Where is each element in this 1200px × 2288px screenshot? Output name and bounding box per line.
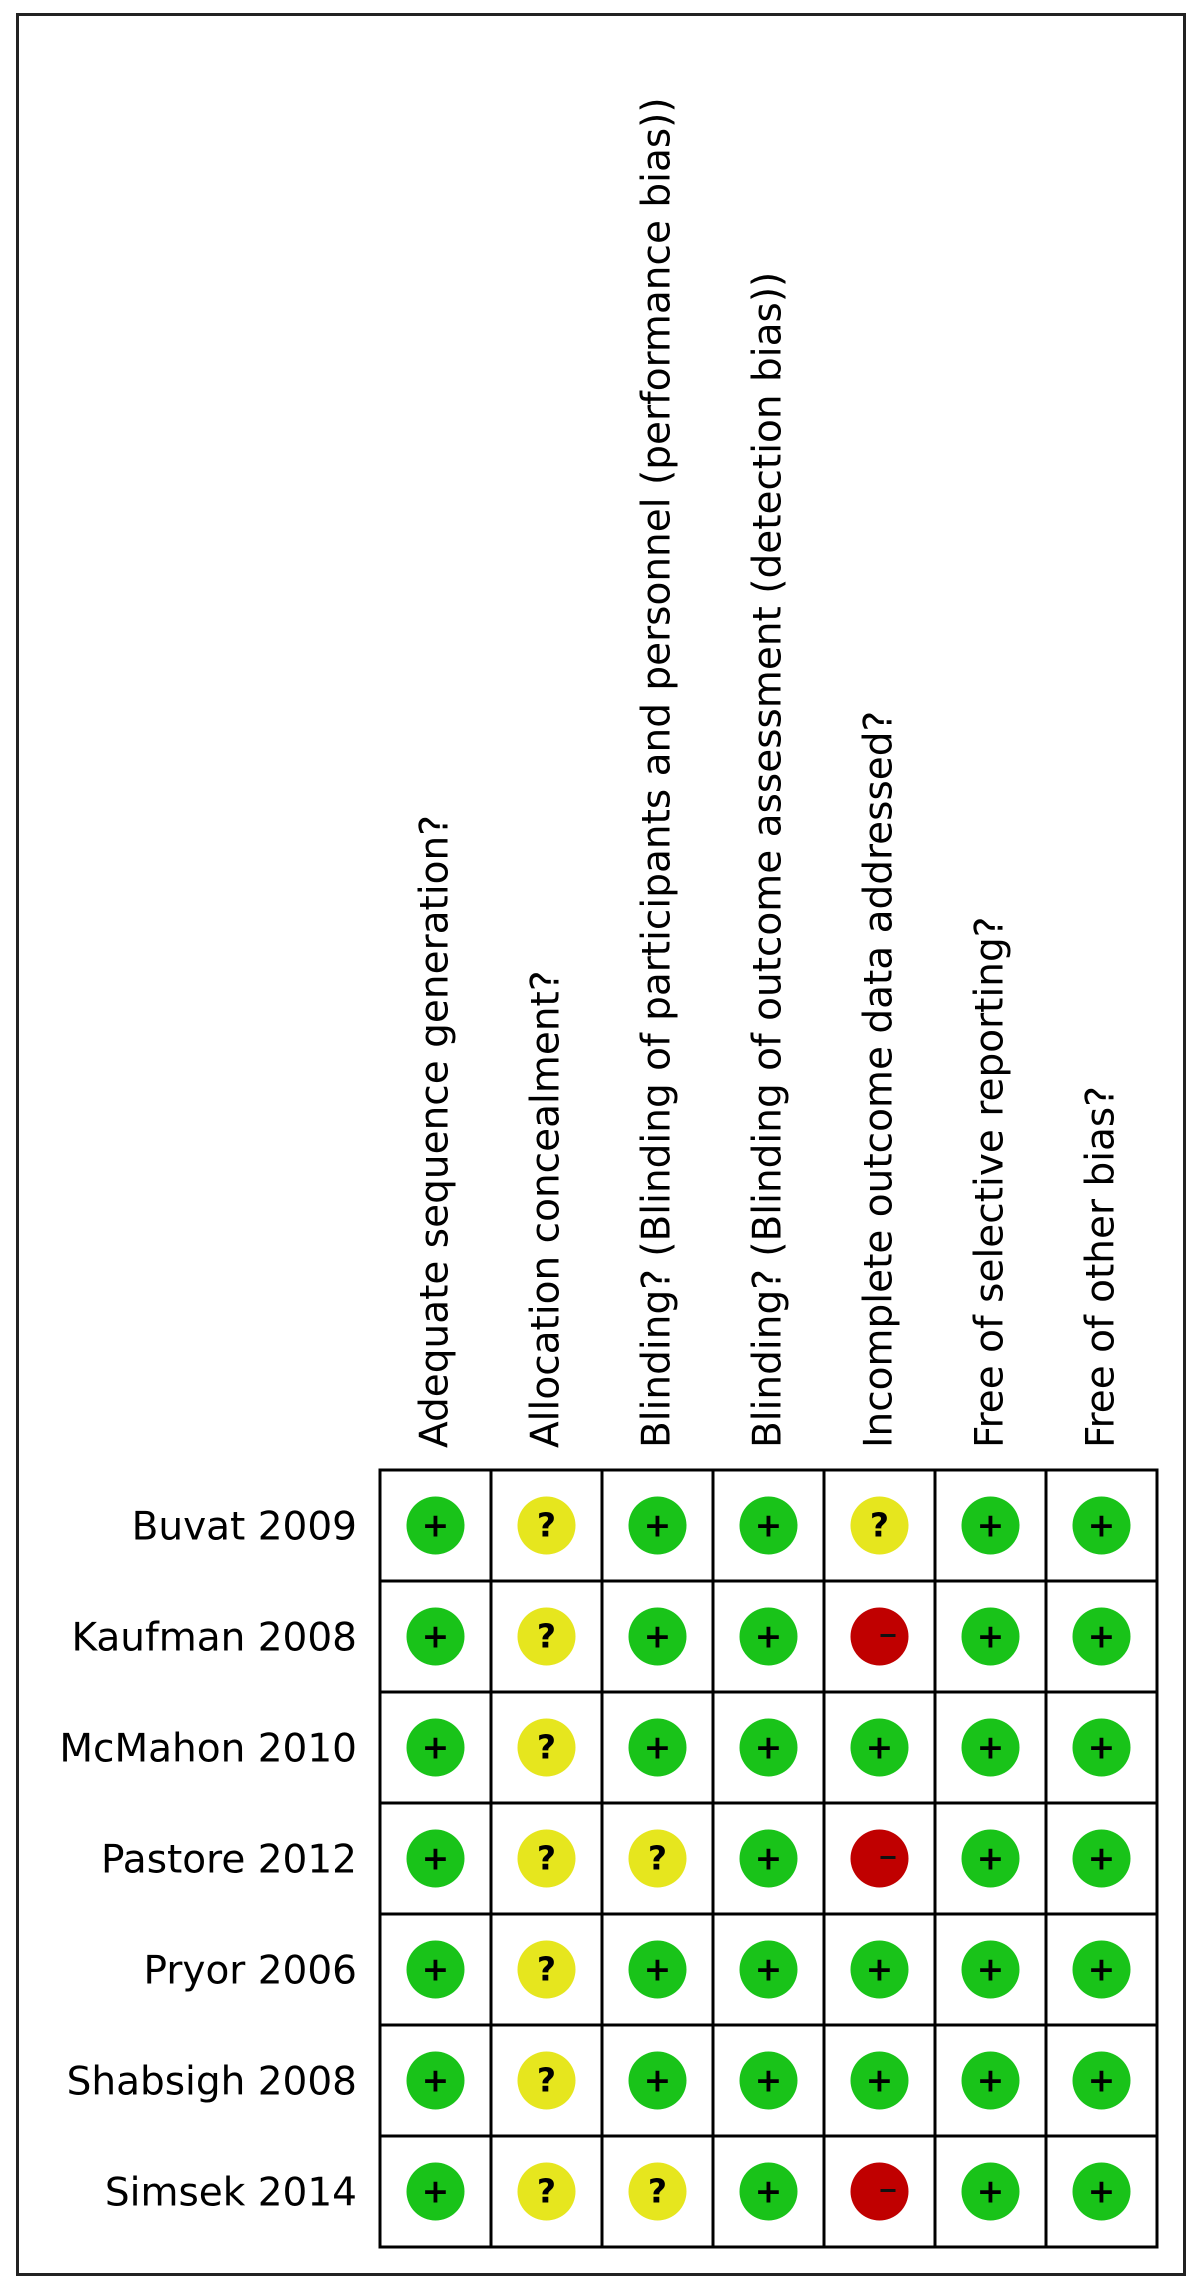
minus-mark <box>881 1856 896 1859</box>
study-label: Pryor 2006 <box>143 1948 357 1994</box>
rating-low-icon <box>962 1608 1020 1666</box>
rating-symbol: ? <box>536 1616 557 1656</box>
rating-low-icon <box>740 1830 798 1888</box>
rating-symbol: ? <box>647 1838 668 1878</box>
rating-symbol: + <box>976 1838 1005 1878</box>
rating-low-icon <box>851 1719 909 1777</box>
rating-symbol: + <box>754 1505 783 1545</box>
column-header: Free of other bias? <box>1078 1086 1124 1448</box>
rating-symbol: + <box>976 1505 1005 1545</box>
rating-symbol: + <box>643 1616 672 1656</box>
rating-low-icon <box>740 1608 798 1666</box>
rating-low-icon <box>407 1719 465 1777</box>
rating-symbol: + <box>976 2171 1005 2211</box>
rating-low-icon <box>1073 1719 1131 1777</box>
rating-low-icon <box>962 1830 1020 1888</box>
rating-low-icon <box>629 1719 687 1777</box>
rating-symbol: + <box>643 1949 672 1989</box>
column-header: Free of selective reporting? <box>967 916 1013 1448</box>
rating-symbol: ? <box>536 2171 557 2211</box>
rating-symbol: + <box>865 2060 894 2100</box>
rating-symbol: + <box>976 2060 1005 2100</box>
rating-symbol: + <box>1087 2171 1116 2211</box>
rating-low-icon <box>740 2052 798 2110</box>
column-header: Incomplete outcome data addressed? <box>856 710 902 1448</box>
rating-low-icon <box>1073 2163 1131 2221</box>
rating-low-icon <box>740 1941 798 1999</box>
rating-low-icon <box>407 2052 465 2110</box>
rating-low-icon <box>851 1941 909 1999</box>
rating-low-icon <box>962 1941 1020 1999</box>
study-label: Kaufman 2008 <box>71 1615 357 1661</box>
rating-symbol: ? <box>536 1727 557 1767</box>
rating-symbol: + <box>1087 2060 1116 2100</box>
rating-low-icon <box>407 1941 465 1999</box>
rating-symbol: + <box>643 2060 672 2100</box>
minus-mark <box>881 2189 896 2192</box>
rating-symbol: ? <box>647 2171 668 2211</box>
rating-unclear-icon <box>518 1719 576 1777</box>
rating-symbol: + <box>754 1616 783 1656</box>
rating-symbol: + <box>421 1505 450 1545</box>
rating-low-icon <box>629 1497 687 1555</box>
rating-low-icon <box>1073 1497 1131 1555</box>
rating-circle <box>851 1608 909 1666</box>
rating-low-icon <box>962 1497 1020 1555</box>
rating-symbol: + <box>754 2060 783 2100</box>
rating-symbol: + <box>421 1949 450 1989</box>
rating-symbol: + <box>754 1949 783 1989</box>
rating-symbol: + <box>865 1727 894 1767</box>
rating-symbol: + <box>421 1616 450 1656</box>
study-label: McMahon 2010 <box>59 1726 357 1772</box>
rating-symbol: + <box>754 2171 783 2211</box>
rating-symbol: + <box>1087 1727 1116 1767</box>
rating-high-icon <box>851 2163 909 2221</box>
rating-low-icon <box>407 1608 465 1666</box>
rating-low-icon <box>1073 1608 1131 1666</box>
rating-low-icon <box>962 2052 1020 2110</box>
rating-grid <box>380 1470 1157 2247</box>
rating-unclear-icon <box>629 1830 687 1888</box>
rating-high-icon <box>851 1608 909 1666</box>
rating-symbol: + <box>643 1505 672 1545</box>
rating-low-icon <box>1073 1830 1131 1888</box>
rating-unclear-icon <box>518 1497 576 1555</box>
rating-symbol: ? <box>869 1505 890 1545</box>
study-label: Pastore 2012 <box>101 1837 357 1883</box>
rating-low-icon <box>1073 2052 1131 2110</box>
rating-unclear-icon <box>518 1608 576 1666</box>
rating-low-icon <box>962 1719 1020 1777</box>
study-label: Shabsigh 2008 <box>66 2059 357 2105</box>
rating-symbol: + <box>421 1838 450 1878</box>
rating-symbol: + <box>754 1838 783 1878</box>
column-header: Allocation concealment? <box>523 970 569 1448</box>
rating-low-icon <box>740 1719 798 1777</box>
rating-low-icon <box>407 2163 465 2221</box>
rating-low-icon <box>740 1497 798 1555</box>
rating-unclear-icon <box>629 2163 687 2221</box>
rating-symbol: ? <box>536 1505 557 1545</box>
rating-unclear-icon <box>518 2163 576 2221</box>
rating-symbol: ? <box>536 1949 557 1989</box>
rating-symbol: + <box>976 1949 1005 1989</box>
study-labels <box>59 1505 357 2216</box>
rating-low-icon <box>962 2163 1020 2221</box>
rating-symbol: + <box>643 1727 672 1767</box>
rating-symbol: + <box>1087 1949 1116 1989</box>
rating-low-icon <box>629 1941 687 1999</box>
rating-low-icon <box>629 2052 687 2110</box>
rating-low-icon <box>407 1830 465 1888</box>
rating-symbol: ? <box>536 1838 557 1878</box>
rating-low-icon <box>1073 1941 1131 1999</box>
column-header: Adequate sequence generation? <box>412 815 458 1448</box>
column-header: Blinding? (Blinding of outcome assessment (detection bias)) <box>745 271 791 1448</box>
rating-symbol: + <box>1087 1616 1116 1656</box>
rating-symbol: + <box>976 1727 1005 1767</box>
minus-mark <box>881 1634 896 1637</box>
study-label: Simsek 2014 <box>104 2170 357 2216</box>
rating-symbol: + <box>865 1949 894 1989</box>
rating-symbol: + <box>1087 1505 1116 1545</box>
study-label: Buvat 2009 <box>131 1504 357 1550</box>
rating-high-icon <box>851 1830 909 1888</box>
rating-symbol: + <box>754 1727 783 1767</box>
rating-unclear-icon <box>851 1497 909 1555</box>
rating-circle <box>851 1830 909 1888</box>
rating-circle <box>851 2163 909 2221</box>
rating-low-icon <box>851 2052 909 2110</box>
rating-unclear-icon <box>518 1830 576 1888</box>
rating-symbol: + <box>976 1616 1005 1656</box>
rating-low-icon <box>629 1608 687 1666</box>
rating-symbol: + <box>421 1727 450 1767</box>
rating-symbol: + <box>1087 1838 1116 1878</box>
rating-unclear-icon <box>518 1941 576 1999</box>
rating-low-icon <box>740 2163 798 2221</box>
rating-symbol: ? <box>536 2060 557 2100</box>
column-headers <box>413 97 1124 1448</box>
rating-symbol: + <box>421 2171 450 2211</box>
rating-symbol: + <box>421 2060 450 2100</box>
rating-low-icon <box>407 1497 465 1555</box>
column-header: Blinding? (Blinding of participants and personnel (performance bias)) <box>634 97 680 1448</box>
rating-unclear-icon <box>518 2052 576 2110</box>
